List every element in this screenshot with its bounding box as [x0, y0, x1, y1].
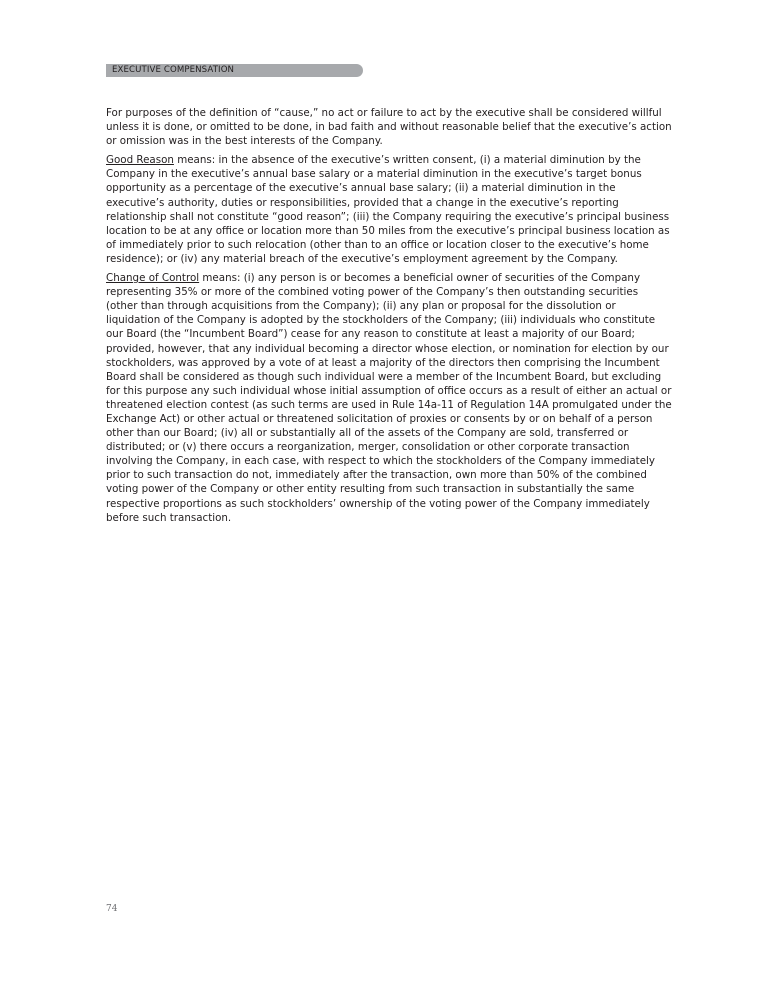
good-reason-paragraph: [106, 153, 672, 266]
change-of-control-term: Change of Control: [106, 272, 200, 285]
good-reason-term: Good Reason: [106, 154, 174, 167]
good-reason-definition: means: in the absence of the executive’s written consent, (i) a material diminution by the Company in the executive’s annual base salary or a material diminution in the executive’s target bonus opportunity as a percentage of the executive’s annual base salary; (ii) a material diminution in the executive’s authority, duties or responsibilities, provided that a change in the executive’s reporting relationship shall not constitute “good reason”; (iii) the Company requiring the executive’s principal business location to be at any office or location more than 50 miles from the executive’s principal business location as of immediately prior to such relocation (other than to an office or location closer to the executive’s home residence); or (iv) any material breach of the executive’s employment agreement by the Company.: [106, 154, 670, 265]
change-of-control-definition: means: (i) any person is or becomes a beneficial owner of securities of the Company representing 35% or more of the combined voting power of the Company’s then outstanding securities (other than through acquisitions from the Company); (ii) any plan or proposal for the dissolution or liquidation of the Company is adopted by the stockholders of the Company; (iii) individuals who constitute our Board (the “Incumbent Board”) cease for any reason to constitute at least a majority of our Board; provided, however, that any individual becoming a director whose election, or nomination for election by our stockholders, was approved by a vote of at least a majority of the directors then comprising the Incumbent Board shall be considered as though such individual were a member of the Incumbent Board, but excluding for this purpose any such individual whose initial assumption of office occurs as a result of either an actual or threatened election contest (as such terms are used in Rule 14a-11 of Regulation 14A promulgated under the Exchange Act) or other actual or threatened solicitation of proxies or consents by or on behalf of a person other than our Board; (iv) all or substantially all of the assets of the Company are sold, transferred or distributed; or (v) there occurs a reorganization, merger, consolidation or other corporate transaction involving the Company, in each case, with respect to which the stockholders of the Company immediately prior to such transaction do not, immediately after the transaction, own more than 50% of the combined voting power of the Company or other entity resulting from such transaction in substantially the same respective proportions as such stockholders’ ownership of the voting power of the Company immediately before such transaction.: [106, 272, 672, 524]
change-of-control-paragraph: [106, 271, 672, 525]
cause-paragraph: For purposes of the definition of “cause,” no act or failure to act by the executive shall be considered willful unless it is done, or omitted to be done, in bad faith and without reasonable belief that the executive’s action or omission was in the best interests of the Company.: [106, 107, 672, 148]
section-header-tab: EXECUTIVE COMPENSATION: [106, 64, 363, 77]
document-body: [106, 106, 672, 530]
page-number: 74: [106, 904, 118, 914]
